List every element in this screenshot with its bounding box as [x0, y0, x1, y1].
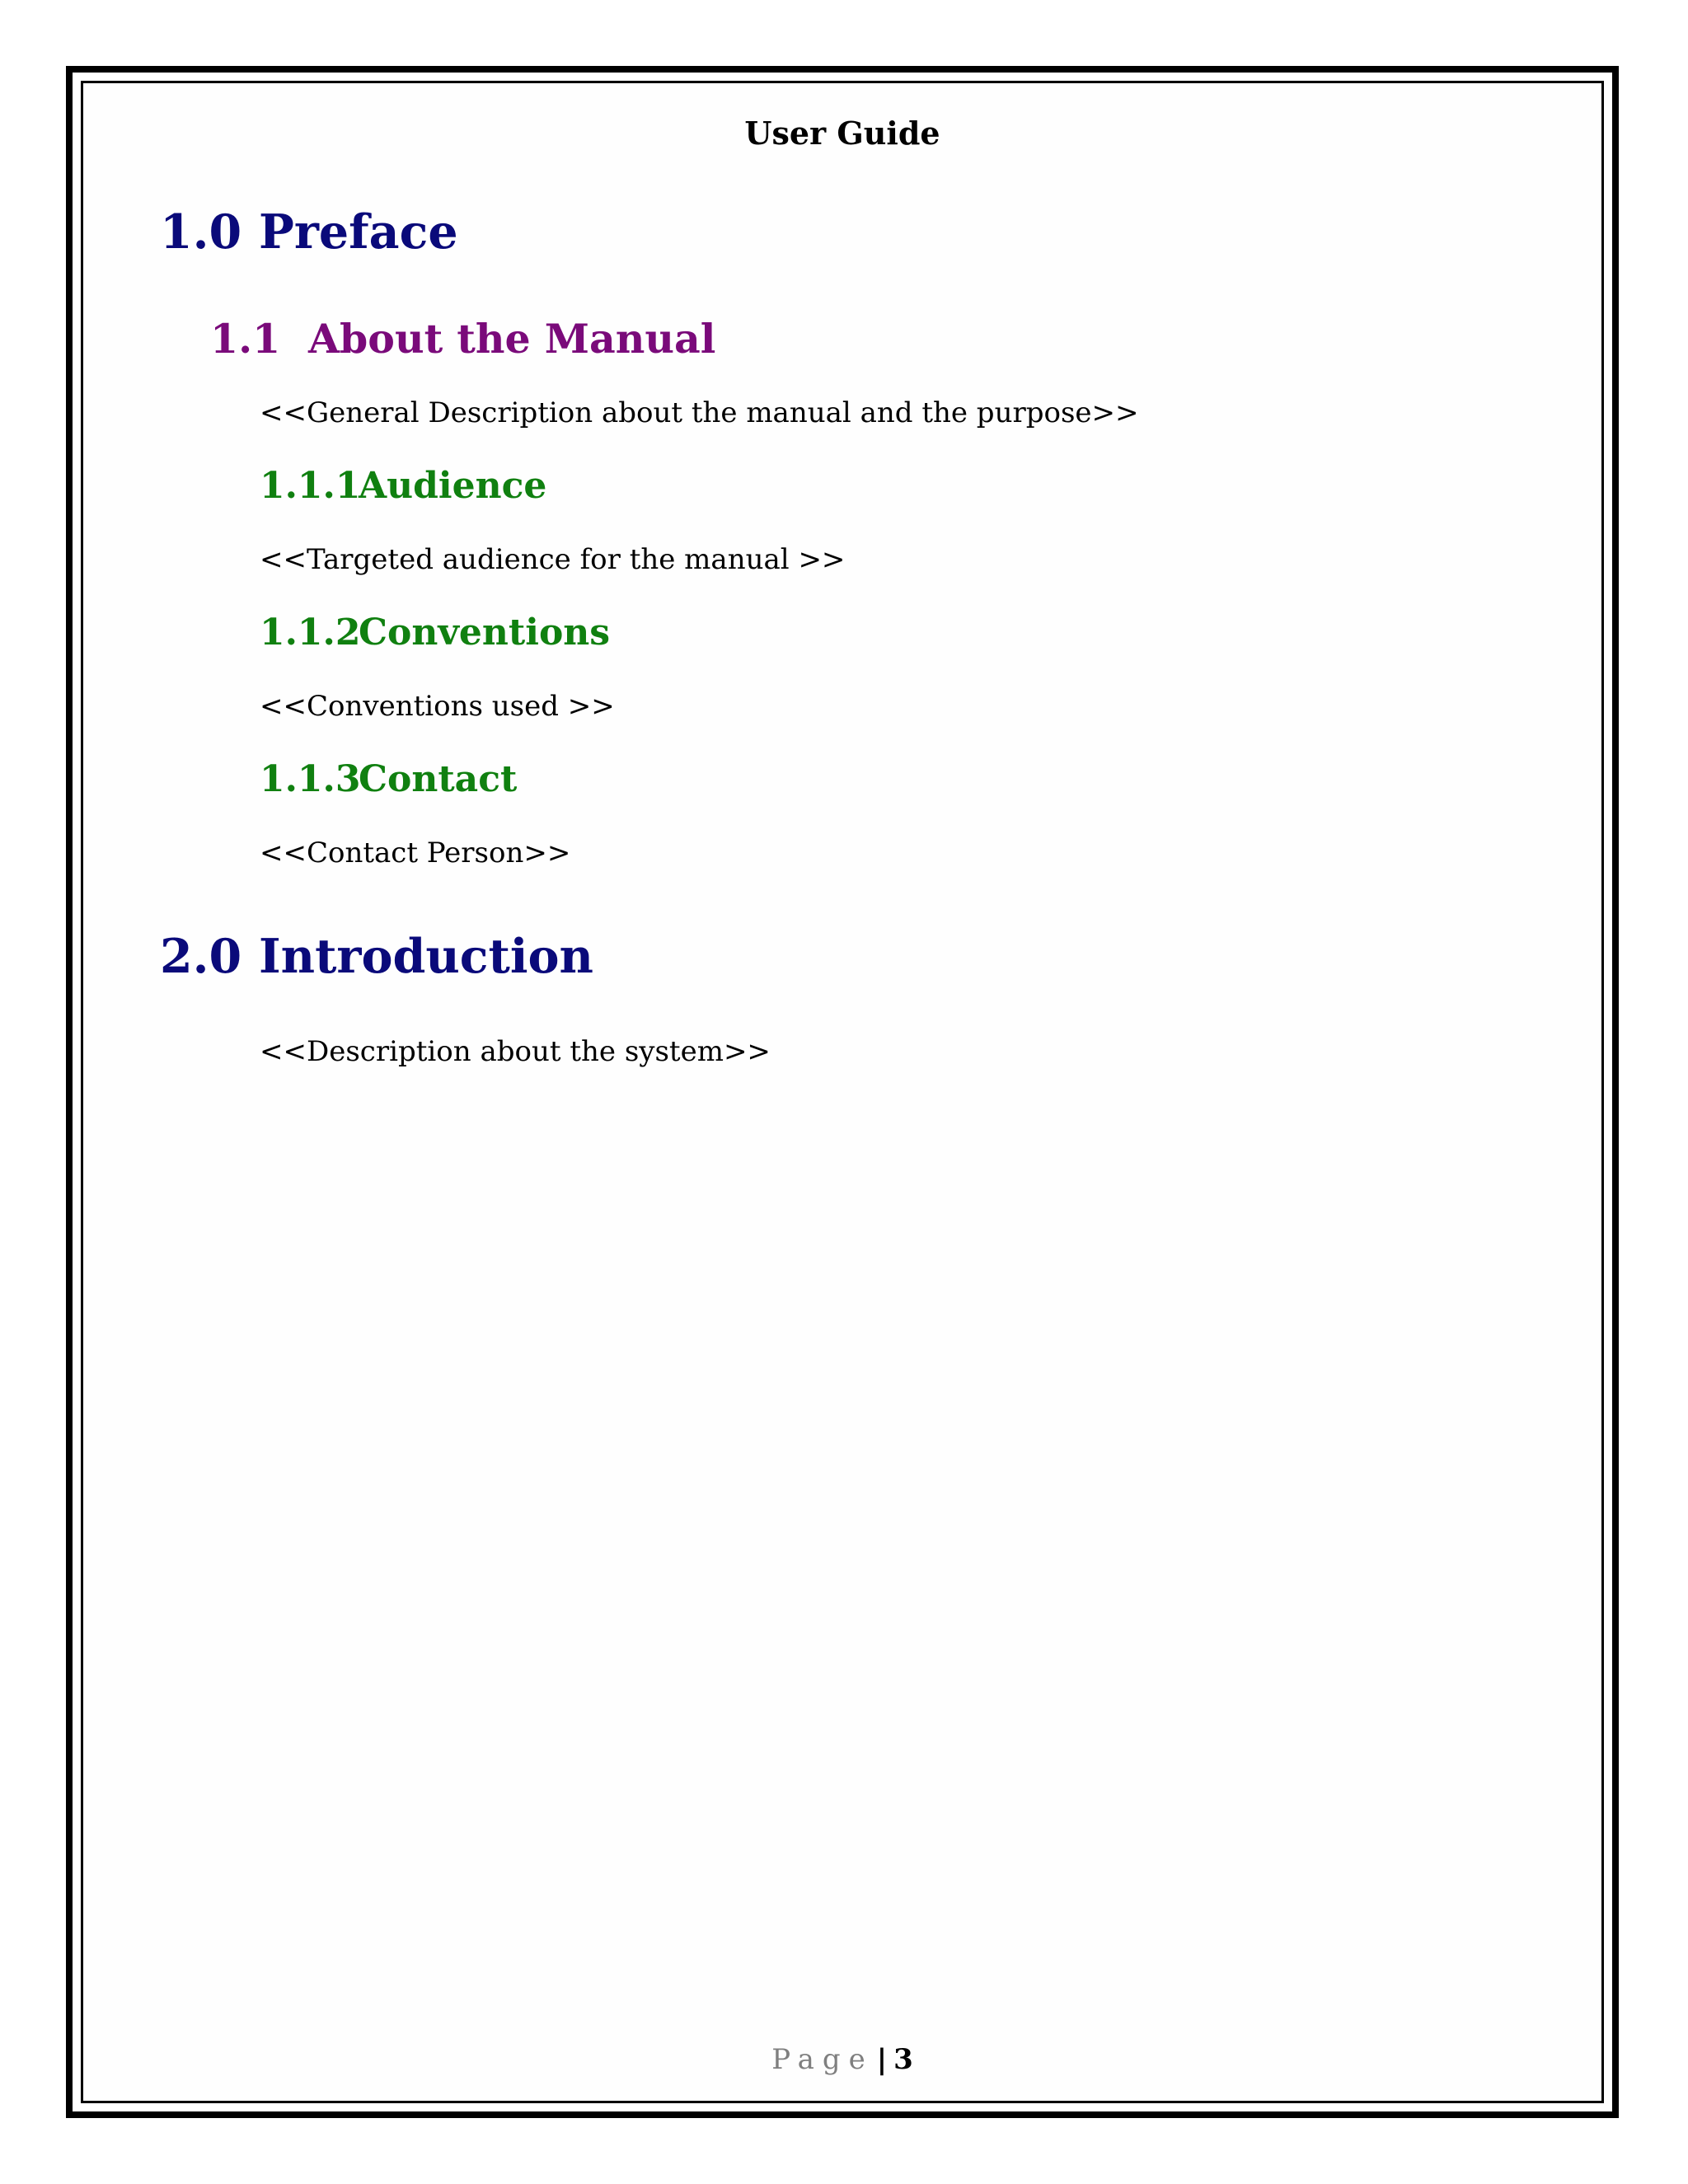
heading-number: 1.1: [210, 315, 281, 363]
heading-title: Audience: [359, 465, 547, 507]
heading-preface: [160, 204, 458, 260]
heading-introduction: [160, 929, 593, 984]
heading-number: 1.1.3: [260, 758, 361, 800]
heading-title: Contact: [359, 758, 518, 800]
heading-number: 1.1.2: [260, 612, 361, 654]
paragraph-conventions: <<Conventions used >>: [260, 690, 615, 723]
page-label: Page: [771, 2043, 874, 2076]
page-footer: [83, 2043, 1601, 2076]
paragraph-about-manual: <<General Description about the manual and the purpose>>: [260, 396, 1139, 429]
heading-number: 2.0: [160, 929, 242, 984]
heading-title: Introduction: [259, 929, 593, 984]
page-border-inner: [81, 81, 1604, 2103]
heading-audience: [260, 465, 546, 507]
heading-title: About the Manual: [308, 315, 716, 363]
heading-title: Preface: [259, 204, 458, 260]
heading-number: 1.1.1: [260, 465, 361, 507]
page-separator: |: [876, 2043, 888, 2076]
running-header: User Guide: [744, 115, 940, 152]
heading-number: 1.0: [160, 204, 242, 260]
heading-about-manual: [210, 315, 715, 363]
heading-conventions: [260, 612, 610, 654]
paragraph-introduction: <<Description about the system>>: [260, 1035, 771, 1068]
page-border-outer: [66, 66, 1619, 2118]
heading-contact: [260, 758, 517, 800]
heading-title: Conventions: [359, 612, 611, 654]
paragraph-audience: <<Targeted audience for the manual >>: [260, 543, 846, 576]
page-number: 3: [893, 2043, 913, 2076]
paragraph-contact: <<Contact Person>>: [260, 837, 571, 869]
